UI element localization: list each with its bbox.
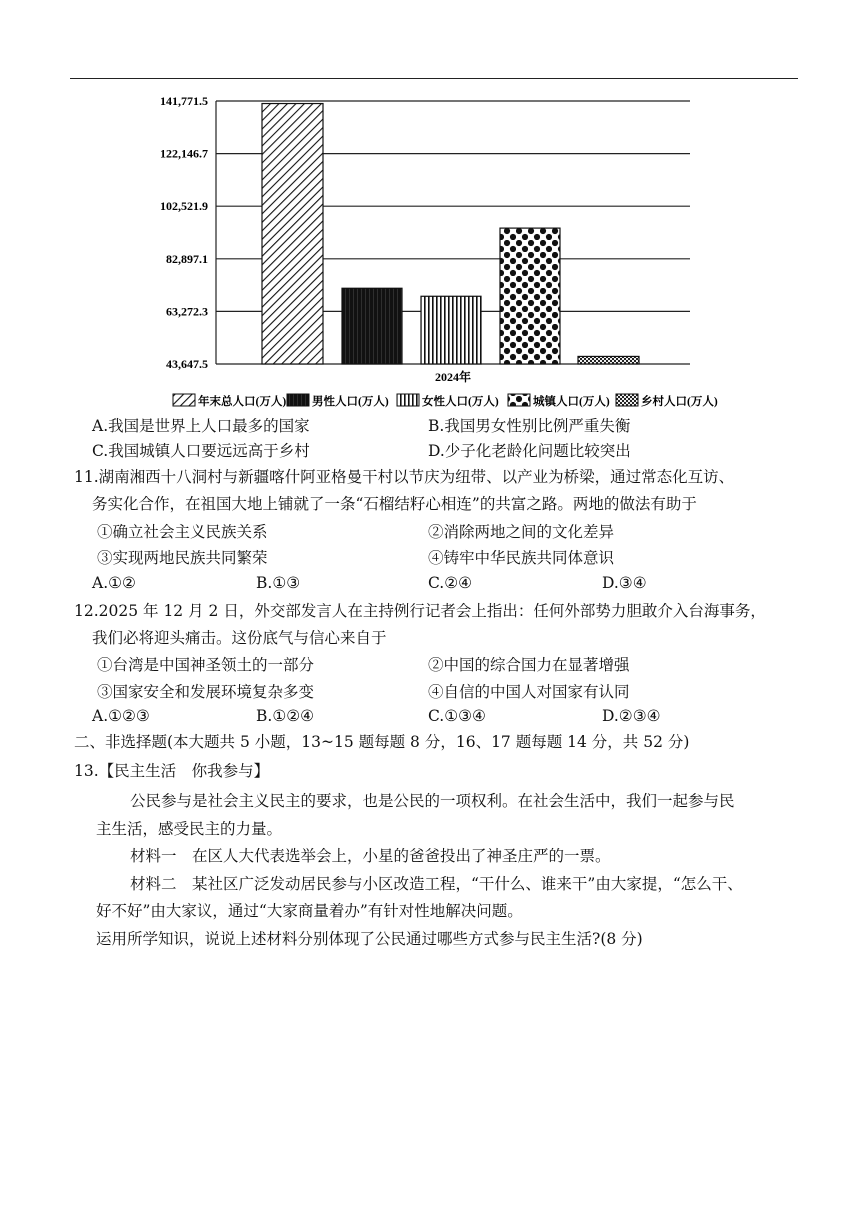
q12-option-d: D.②③④ [602,707,661,725]
q13-title: 13.【民主生活 你我参与】 [74,762,270,780]
q11-option-a: A.①② [92,574,136,592]
q11-stem-line1: 11.湖南湘西十八洞村与新疆喀什阿亚格曼干村以节庆为纽带、以产业为桥梁，通过常态化互访、 [74,468,735,486]
q11-option-d: D.③④ [602,574,647,592]
y-tick-label: 63,272.3 [166,304,208,319]
y-tick-label: 82,897.1 [166,251,208,266]
legend-swatch [397,394,419,406]
q13-material-2-line2: 好不好”由大家议，通过“大家商量着办”有针对性地解决问题。 [96,902,523,920]
q13-material-2-line1: 材料二 某社区广泛发动居民参与小区改造工程，“干什么、谁来干”由大家提，“怎么干、 [130,875,743,893]
q10-option-c: C.我国城镇人口要远远高于乡村 [92,442,310,460]
q12-stem-line1: 12.2025 年 12 月 2 日，外交部发言人在主持例行记者会上指出：任何外部势力胆敢介入台海事务， [74,602,766,620]
bar-vertical [421,296,481,364]
q10-option-a: A.我国是世界上人口最多的国家 [92,417,310,435]
section-2-heading: 二、非选择题(本大题共 5 小题，13~15 题每题 8 分，16、17 题每题 14 分，共 52 分) [74,733,690,751]
q12-item-3: ③国家安全和发展环境复杂多变 [97,683,315,701]
q12-item-1: ①台湾是中国神圣领土的一部分 [97,656,315,674]
q10-option-b: B.我国男女性别比例严重失衡 [428,417,631,435]
q13-question: 运用所学知识，说说上述材料分别体现了公民通过哪些方式参与民主生活?(8 分) [96,930,643,948]
y-tick-label: 141,771.5 [160,94,208,108]
y-tick-label: 43,647.5 [166,357,208,371]
q11-stem-line2: 务实化合作，在祖国大地上铺就了一条“石榴结籽心相连”的共富之路。两地的做法有助于 [92,495,697,513]
y-tick-label: 122,146.7 [160,146,208,161]
q11-item-3: ③实现两地民族共同繁荣 [97,549,268,567]
q12-option-b: B.①②④ [256,707,315,725]
x-category-label: 2024年 [434,370,472,384]
q13-intro-line1: 公民参与是社会主义民主的要求，也是公民的一项权利。在社会生活中，我们一起参与民 [130,792,735,810]
bar-diagonal [262,104,323,364]
q11-option-b: B.①③ [256,574,301,592]
q13-intro-line2: 主生活，感受民主的力量。 [96,820,283,838]
y-tick-label: 102,521.9 [160,199,208,214]
q13-material-1: 材料一 在区人大代表选举会上，小星的爸爸投出了神圣庄严的一票。 [130,847,611,865]
q12-stem-line2: 我们必将迎头痛击。这份底气与信心来自于 [92,629,387,647]
q12-item-2: ②中国的综合国力在显著增强 [428,656,630,674]
legend-label: 城镇人口(万人) [533,396,610,408]
bar-solid [342,288,402,364]
legend-label: 女性人口(万人) [422,396,499,408]
legend-label: 年末总人口(万人) [198,396,287,408]
q11-option-c: C.②④ [428,574,473,592]
legend-label: 男性人口(万人) [312,396,389,408]
legend-swatch [173,394,195,406]
q12-option-a: A.①②③ [92,707,150,725]
legend-swatch [508,394,530,406]
bar-checker [578,356,639,364]
q11-item-4: ④铸牢中华民族共同体意识 [428,549,615,567]
q12-option-c: C.①③④ [428,707,486,725]
q10-option-d: D.少子化老龄化问题比较突出 [428,442,631,460]
legend-swatch [616,394,638,406]
legend-label: 乡村人口(万人) [641,396,718,408]
q12-item-4: ④自信的中国人对国家有认同 [428,683,630,701]
population-bar-chart [0,0,868,412]
q11-item-2: ②消除两地之间的文化差异 [428,523,615,541]
q11-item-1: ①确立社会主义民族关系 [97,523,268,541]
bar-dots [500,228,560,364]
legend-swatch [287,394,309,406]
